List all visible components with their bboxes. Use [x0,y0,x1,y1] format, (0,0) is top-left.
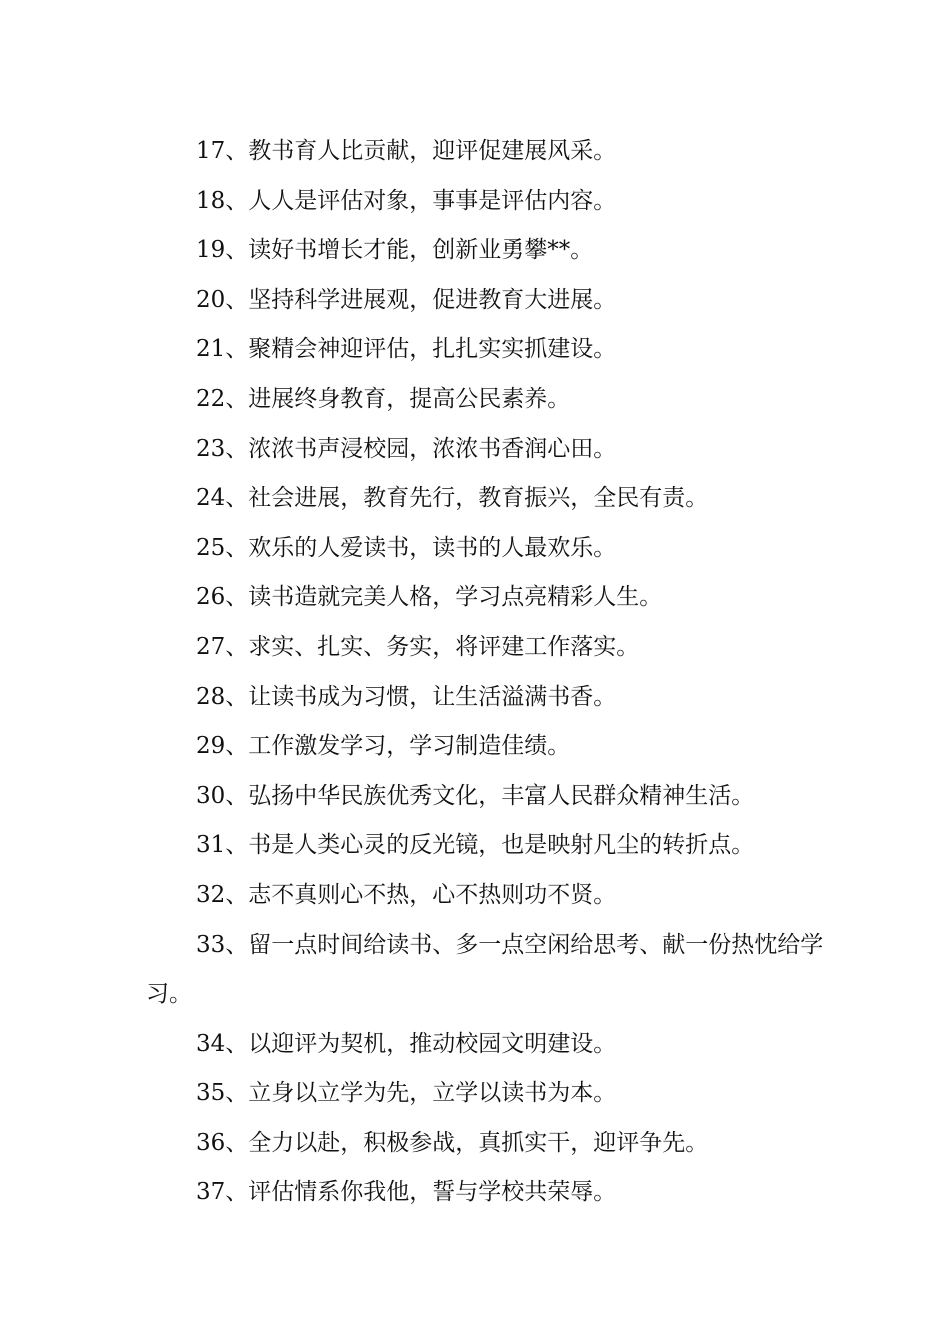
list-item: 31、书是人类心灵的反光镜，也是映射凡尘的转折点。 [196,832,755,859]
list-item: 26、读书造就完美人格，学习点亮精彩人生。 [196,584,663,611]
list-item: 37、评估情系你我他，誓与学校共荣辱。 [196,1179,617,1206]
list-item: 21、聚精会神迎评估，扎扎实实抓建设。 [196,336,617,363]
list-item: 36、全力以赴，积极参战，真抓实干，迎评争先。 [196,1129,709,1156]
list-item: 24、社会进展，教育先行，教育振兴，全民有责。 [196,485,709,512]
list-item: 28、让读书成为习惯，让生活溢满书香。 [196,683,617,710]
list-item: 30、弘扬中华民族优秀文化，丰富人民群众精神生活。 [196,782,755,809]
list-item: 32、志不真则心不热，心不热则功不贤。 [196,881,617,908]
list-item: 33、留一点时间给读书、多一点空闲给思考、献一份热忱给学习。 [146,931,824,1008]
list-item: 19、读好书增长才能，创新业勇攀**。 [196,237,594,264]
list-item: 34、以迎评为契机，推动校园文明建设。 [196,1030,617,1057]
list-item: 20、坚持科学进展观，促进教育大进展。 [196,286,617,313]
list-item: 23、浓浓书声浸校园，浓浓书香润心田。 [196,435,617,462]
list-item: 29、工作激发学习，学习制造佳绩。 [196,733,571,760]
list-item: 22、进展终身教育，提高公民素养。 [196,385,571,412]
list-item: 35、立身以立学为先，立学以读书为本。 [196,1080,617,1107]
list-item: 17、教书育人比贡献，迎评促建展风采。 [196,138,617,164]
list-item: 25、欢乐的人爱读书，读书的人最欢乐。 [196,534,617,561]
list-item: 18、人人是评估对象，事事是评估内容。 [196,187,617,214]
list-item: 27、求实、扎实、务实，将评建工作落实。 [196,633,640,660]
slogan-list [146,127,826,1218]
